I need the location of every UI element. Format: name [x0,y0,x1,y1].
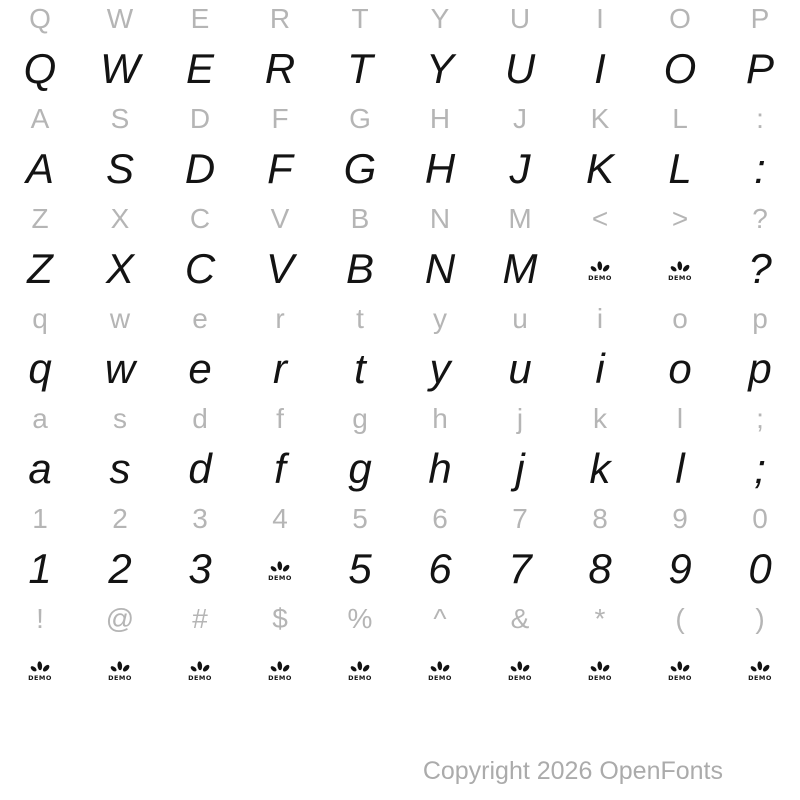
glyph-cell: 1 [32,503,48,534]
glyph-cell: 8 [592,503,608,534]
glyph-cell: 8 [588,545,612,592]
glyph-cell: W [100,45,140,92]
glyph-cell: ) [755,603,765,634]
glyph-cell: D [184,145,216,192]
glyph-cell: i [596,303,604,334]
glyph-cell: h [432,403,448,434]
glyph-cell: M [508,203,532,234]
glyph-cell: J [513,103,527,134]
glyph-cell: A [30,103,50,134]
glyph-cell: w [104,345,136,392]
glyph-cell: G [343,145,377,192]
glyph-cell: o [668,345,692,392]
glyph-cell: > [671,203,689,234]
glyph-cell: K [590,103,610,134]
glyph-cell: O [669,3,691,34]
glyph-cell: Z [31,203,49,234]
glyph-cell: 6 [432,503,448,534]
glyph-cell: P [745,45,774,92]
demo-label: DEMO [668,273,692,282]
demo-glyph [268,661,292,682]
glyph-cell: r [275,303,285,334]
demo-petals-icon [189,661,211,674]
glyph-cell: & [510,603,530,634]
glyph-cell: 6 [428,545,452,592]
glyph-row-ink [0,644,800,694]
demo-glyph [748,661,772,682]
glyph-cell: p [748,345,772,392]
glyph-cell: 4 [272,503,288,534]
demo-petals-icon [109,661,131,674]
glyph-cell: J [509,145,531,192]
demo-label: DEMO [508,673,532,682]
glyph-cell: $ [272,603,288,634]
demo-glyph [668,661,692,682]
glyph-row-ink [0,144,800,194]
glyph-cell: a [32,403,48,434]
glyph-cell: r [273,345,287,392]
glyph-cell: : [754,145,766,192]
glyph-cell: ? [752,203,768,234]
glyph-cell: Y [430,3,450,34]
glyph-cell: X [105,245,134,292]
glyph-row-ink [0,344,800,394]
demo-petals-icon [589,661,611,674]
demo-glyph [588,661,612,682]
glyph-cell: G [349,103,371,134]
demo-label: DEMO [268,573,292,582]
glyph-cell: f [274,445,286,492]
glyph-cell: K [585,145,614,192]
glyph-cell: k [589,445,611,492]
glyph-cell: 1 [28,545,52,592]
glyph-cell: 5 [348,545,372,592]
demo-label: DEMO [268,673,292,682]
glyph-cell: : [756,103,764,134]
glyph-cell: l [675,445,685,492]
glyph-cell: U [504,45,536,92]
demo-label: DEMO [188,673,212,682]
glyph-cell: d [188,445,212,492]
demo-glyph [28,661,52,682]
glyph-cell: 7 [512,503,528,534]
glyph-cell: 9 [668,545,692,592]
demo-glyph [268,561,292,582]
glyph-row-ink [0,244,800,294]
glyph-cell: ! [36,603,44,634]
glyph-cell: 0 [752,503,768,534]
glyph-cell: O [663,45,697,92]
demo-petals-icon [509,661,531,674]
glyph-cell: s [113,403,127,434]
glyph-cell: D [189,103,211,134]
demo-label: DEMO [588,273,612,282]
glyph-cell: u [512,303,528,334]
glyph-cell: L [672,103,688,134]
glyph-row-ink [0,544,800,594]
glyph-cell: t [356,303,364,334]
glyph-cell: 0 [748,545,772,592]
glyph-row-muted [0,194,800,244]
glyph-cell: 3 [192,503,208,534]
glyph-cell: Y [425,45,454,92]
glyph-cell: U [509,3,531,34]
glyph-cell: g [348,445,372,492]
glyph-cell: u [508,345,532,392]
glyph-cell: o [672,303,688,334]
glyph-cell: < [591,203,609,234]
glyph-cell: I [594,45,606,92]
glyph-cell: W [106,3,134,34]
glyph-cell: p [752,303,768,334]
glyph-row-muted [0,394,800,444]
glyph-cell: L [668,145,692,192]
glyph-cell: 2 [112,503,128,534]
demo-label: DEMO [668,673,692,682]
demo-glyph [508,661,532,682]
glyph-cell: 5 [352,503,368,534]
copyright-text: Copyright 2026 OpenFonts [422,757,723,785]
glyph-cell: % [347,603,373,634]
glyph-cell: F [267,145,293,192]
demo-petals-icon [269,661,291,674]
glyph-cell: T [351,3,369,34]
demo-glyph [348,661,372,682]
glyph-cell: E [185,45,214,92]
glyph-cell: j [516,403,524,434]
glyph-cell: e [188,345,212,392]
glyph-row-ink [0,444,800,494]
glyph-cell: ; [756,403,764,434]
glyph-cell: B [350,203,370,234]
glyph-cell: H [429,103,451,134]
glyph-row-ink [0,44,800,94]
demo-label: DEMO [588,673,612,682]
glyph-cell: d [192,403,208,434]
glyph-cell: I [596,3,604,34]
glyph-cell: e [192,303,208,334]
glyph-cell: N [424,245,456,292]
glyph-cell: k [593,403,607,434]
glyph-cell: Q [29,3,51,34]
glyph-cell: A [25,145,54,192]
glyph-row-muted [0,594,800,644]
glyph-cell: f [276,403,284,434]
glyph-cell: g [352,403,368,434]
glyph-cell: a [28,445,52,492]
glyph-row-muted [0,294,800,344]
glyph-cell: C [184,245,216,292]
glyph-cell: s [109,445,131,492]
glyph-cell: * [594,603,606,634]
demo-petals-icon [429,661,451,674]
glyph-cell: T [347,45,373,92]
glyph-cell: S [110,103,130,134]
glyph-cell: h [428,445,452,492]
glyph-cell: y [433,303,447,334]
glyph-cell: X [110,203,130,234]
glyph-cell: S [105,145,134,192]
glyph-cell: q [32,303,48,334]
glyph-cell: N [429,203,451,234]
demo-label: DEMO [28,673,52,682]
demo-petals-icon [749,661,771,674]
glyph-cell: # [192,603,208,634]
glyph-cell: y [429,345,451,392]
glyph-cell: 9 [672,503,688,534]
glyph-cell: @ [105,603,135,634]
glyph-cell: 7 [508,545,532,592]
demo-glyph [588,261,612,282]
glyph-row-muted [0,494,800,544]
demo-label: DEMO [108,673,132,682]
glyph-cell: t [354,345,366,392]
demo-glyph [668,261,692,282]
glyph-cell: R [269,3,291,34]
glyph-cell: C [189,203,211,234]
glyph-cell: Z [27,245,53,292]
demo-petals-icon [269,561,291,574]
glyph-cell: ; [754,445,766,492]
glyph-cell: ? [748,245,772,292]
glyph-cell: i [595,345,605,392]
demo-petals-icon [669,661,691,674]
glyph-cell: E [190,3,210,34]
glyph-cell: H [424,145,456,192]
glyph-cell: ^ [433,603,447,634]
demo-petals-icon [29,661,51,674]
demo-petals-icon [589,261,611,274]
glyph-cell: w [109,303,131,334]
glyph-cell: V [265,245,294,292]
glyph-cell: j [515,445,525,492]
demo-petals-icon [669,261,691,274]
glyph-cell: ( [675,603,685,634]
demo-glyph [108,661,132,682]
glyph-cell: B [345,245,374,292]
demo-label: DEMO [748,673,772,682]
glyph-cell: 3 [188,545,212,592]
demo-glyph [188,661,212,682]
glyph-cell: V [270,203,290,234]
glyph-cell: M [502,245,538,292]
glyph-cell: Q [23,45,57,92]
demo-petals-icon [349,661,371,674]
glyph-cell: P [750,3,770,34]
glyph-row-muted [0,0,800,44]
glyph-cell: R [264,45,296,92]
demo-glyph [428,661,452,682]
demo-label: DEMO [348,673,372,682]
glyph-cell: l [676,403,684,434]
glyph-cell: F [271,103,289,134]
glyph-row-muted [0,94,800,144]
demo-label: DEMO [428,673,452,682]
glyph-cell: q [28,345,52,392]
glyph-cell: 2 [108,545,132,592]
